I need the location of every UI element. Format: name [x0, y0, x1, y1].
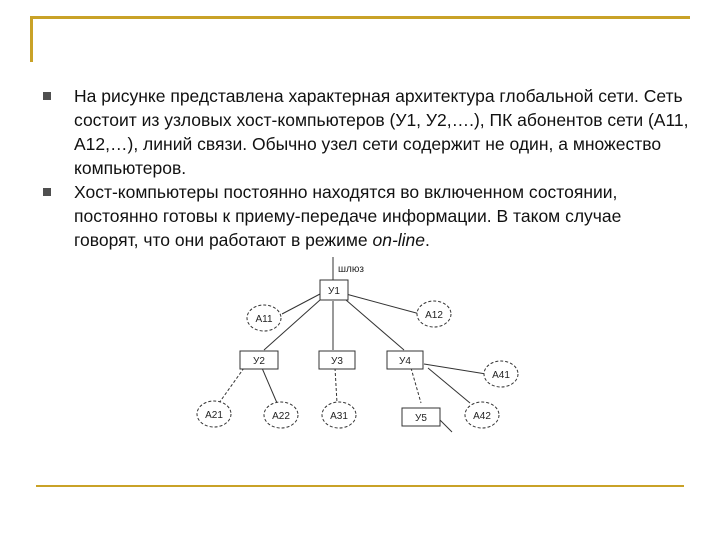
link-u3-a31 — [335, 368, 337, 403]
node-a31 — [322, 402, 356, 428]
node-a41 — [484, 361, 518, 387]
node-a21 — [197, 401, 231, 427]
node-a22-label: А22 — [272, 411, 290, 422]
node-u1 — [320, 280, 348, 300]
node-u2-label: У2 — [253, 356, 265, 367]
node-a12 — [417, 301, 451, 327]
node-u5-label: У5 — [415, 413, 427, 424]
link-u1-a12 — [346, 294, 420, 314]
node-a42 — [465, 402, 499, 428]
bullet-text: Хост-компьютеры постоянно находятся во включенном состоянии, постоянно готовы к приему-передаче информации. В таком случае говорят, что они работают в режиме — [74, 182, 622, 250]
node-u3-label: У3 — [331, 356, 343, 367]
gateway-label: шлюз — [338, 264, 364, 275]
node-u1-label: У1 — [328, 286, 340, 297]
bullet-tail: . — [425, 230, 430, 250]
node-a22 — [264, 402, 298, 428]
link-u4-u5 — [411, 368, 421, 403]
bullet-emphasis: on-line — [372, 230, 426, 250]
node-a11-label: А11 — [255, 314, 273, 325]
node-u4 — [387, 351, 423, 369]
link-u2-a21 — [219, 368, 244, 403]
node-a12-label: А12 — [425, 310, 443, 321]
node-a31-label: А31 — [330, 411, 348, 422]
link-u2-a22 — [262, 368, 277, 403]
node-u5 — [402, 408, 440, 426]
node-u4-label: У4 — [399, 356, 411, 367]
diagram-links — [219, 257, 486, 432]
bullet-text: На рисунке представлена характерная архитектура глобальной сети. Сеть состоит из узловых хост-компьютеров (У1, У2,….), ПК абонентов сети (А11, А12,…), линий связи. Обычно узел сети содержит не один, а множество компьютеров. — [74, 86, 689, 178]
frame-bottom-line — [36, 485, 684, 487]
node-u3 — [319, 351, 355, 369]
link-u1-a11 — [282, 294, 320, 314]
node-a42-label: А42 — [473, 411, 491, 422]
node-a11 — [247, 305, 281, 331]
link-u4-a42 — [428, 368, 470, 403]
node-u2 — [240, 351, 278, 369]
node-a41-label: А41 — [492, 370, 510, 381]
node-a21-label: А21 — [205, 410, 223, 421]
